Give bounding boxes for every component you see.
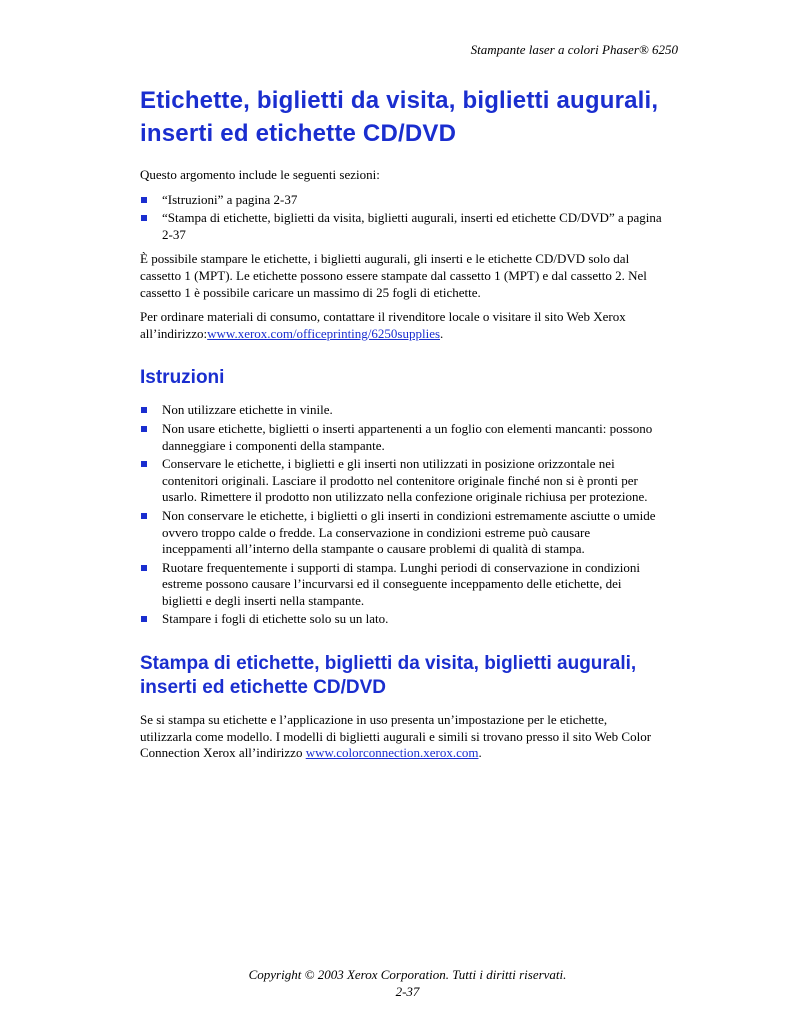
page-content [140, 84, 662, 770]
toc-item-text: “Istruzioni” a pagina 2-37 [162, 191, 298, 207]
bullet-icon [141, 407, 147, 413]
running-header: Stampante laser a colori Phaser® 6250 [470, 42, 678, 57]
supplies-text: Per ordinare materiali di consumo, contattare il rivenditore locale o visitare il sito Web Xerox all’indirizzo: [140, 309, 626, 341]
page-title: Etichette, biglietti da visita, biglietti augurali, inserti ed etichette CD/DVD [140, 87, 659, 147]
toc-item-text: “Stampa di etichette, biglietti da visita, biglietti augurali, inserti ed etichette CD/DVD” a pagina 2-37 [162, 210, 662, 242]
colorconnection-link[interactable]: www.colorconnection.xerox.com [305, 745, 479, 761]
list-item-text: Non conservare le etichette, i biglietti o gli inserti in condizioni estremamente asciutte o umide ovvero troppo calde o fredde. La conservazione in condizioni estreme può causare inceppamenti all’interno della stampante o causare problemi di qualità di stampa. [162, 507, 656, 557]
templates-end: . [478, 745, 482, 761]
toc-item[interactable] [140, 192, 662, 209]
list-item-text: Ruotare frequentemente i supporti di stampa. Lunghi periodi di conservazione in condizioni estreme possono causare l’incurvarsi ed il conseguente inceppamento delle etichette, dei biglietti e degli inserti nella stampante. [162, 559, 640, 608]
intro-text: Questo argomento include le seguenti sezioni: [140, 167, 380, 182]
list-item [140, 402, 662, 419]
list-item-text: Non utilizzare etichette in vinile. [162, 402, 333, 418]
instructions-list [140, 402, 662, 628]
templates-paragraph [140, 712, 662, 762]
list-item-text: Stampare i fogli di etichette solo su un lato. [162, 611, 389, 627]
toc-item[interactable] [140, 210, 662, 243]
bullet-icon [141, 565, 147, 571]
list-item [140, 421, 662, 454]
bullet-icon [141, 197, 147, 203]
trays-paragraph: È possibile stampare le etichette, i biglietti augurali, gli inserti e le etichette CD/DVD solo dal cassetto 1 (MPT). Le etichette possono essere stampate dal cassetto 1 (MPT) e dal cassetto 2. Nel cassetto 1 è possibile caricare un massimo di 25 fogli di etichette. [140, 251, 647, 300]
bullet-icon [141, 426, 147, 432]
list-item [140, 508, 662, 558]
page-footer [0, 966, 791, 1000]
bullet-icon [141, 616, 147, 622]
section-heading-istruzioni: Istruzioni [140, 367, 225, 389]
bullet-icon [141, 461, 147, 467]
list-item [140, 456, 662, 506]
list-item-text: Non usare etichette, biglietti o inserti appartenenti a un foglio con elementi mancanti: possono danneggiare i componenti della stampante. [162, 420, 653, 453]
bullet-icon [141, 513, 147, 519]
supplies-end: . [440, 325, 444, 341]
supplies-paragraph [140, 309, 662, 342]
copyright-text: Copyright © 2003 Xerox Corporation. Tutti i diritti riservati. [248, 967, 567, 982]
bullet-icon [141, 215, 147, 221]
section-heading-stampa: Stampa di etichette, biglietti da visita, biglietti augurali, inserti ed etichette CD/DVD [140, 653, 637, 699]
list-item [140, 560, 662, 610]
toc-list [140, 192, 662, 244]
supplies-link[interactable]: www.xerox.com/officeprinting/6250supplies [207, 325, 441, 341]
templates-text: Se si stampa su etichette e l’applicazione in uso presenta un’impostazione per le etichette, utilizzarla come modello. I modelli di biglietti augurali e simili si trovano presso il sito Web Color Connection Xerox all’indirizzo [140, 712, 652, 761]
list-item [140, 611, 662, 628]
list-item-text: Conservare le etichette, i biglietti e gli inserti non utilizzati in posizione orizzontale nei contenitori originali. Lasciare il prodotto nel contenitore originale finché non si è pronti per usarlo. Rimettere il prodotto non utilizzato nella confezione originale richiusa per protezione. [162, 456, 648, 505]
page-number: 2-37 [395, 984, 420, 999]
